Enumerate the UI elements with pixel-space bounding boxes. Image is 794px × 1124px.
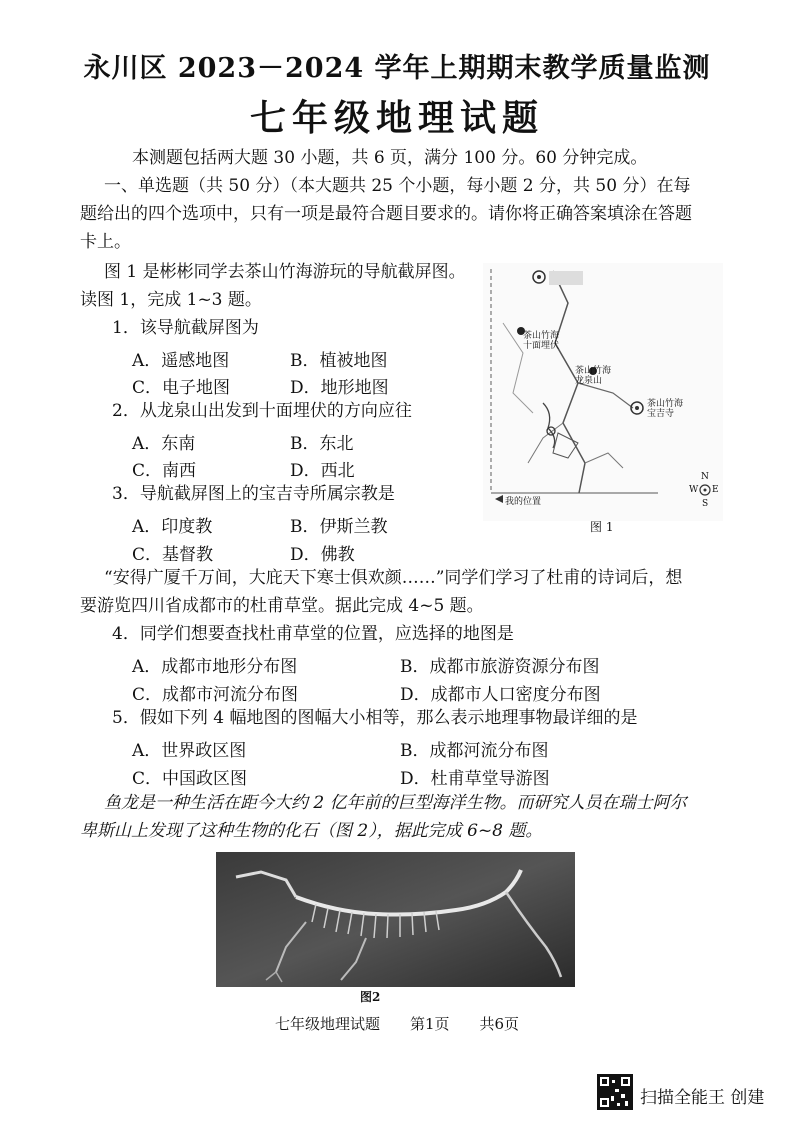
question-5-option-d: D．杜甫草堂导游图: [400, 769, 550, 789]
map-label-longquan: 茶山竹海 龙泉山: [575, 366, 612, 386]
qr-code-icon: [597, 1074, 633, 1110]
question-1-option-b: B．植被地图: [290, 351, 388, 371]
map-graphic: [483, 263, 723, 521]
watermark-text: 扫描全能王 创建: [640, 1088, 765, 1108]
question-2-option-b: B．东北: [290, 434, 354, 454]
figure-2-fossil-photo: [216, 852, 575, 987]
question-3-option-c: C．基督教: [132, 545, 214, 565]
intro-text: 本测题包括两大题 30 小题，共 6 页，满分 100 分。60 分钟完成。: [132, 148, 648, 168]
question-1-option-d: D．地形地图: [290, 378, 389, 398]
stem3-line2: 卑斯山上发现了这种生物的化石（图 2），据此完成 6~8 题。: [80, 821, 543, 841]
stem3-line1: 鱼龙是一种生活在距今大约 2 亿年前的巨型海洋生物。而研究人员在瑞士阿尔: [104, 793, 687, 813]
question-5-option-c: C．中国政区图: [132, 769, 248, 789]
question-4-option-c: C．成都市河流分布图: [132, 685, 299, 705]
question-4-option-a: A．成都市地形分布图: [132, 657, 298, 677]
map-label-shilian: 茶山竹海 十面埋伏: [523, 331, 560, 351]
figure-2-caption: 图2: [360, 990, 381, 1004]
compass-e: E: [712, 485, 719, 495]
question-2-option-c: C．南西: [132, 461, 197, 481]
section1-line2: 题给出的四个选项中，只有一项是最符合题目要求的。请你将正确答案填涂在答题: [80, 204, 692, 224]
compass-s: S: [702, 499, 709, 509]
map-label-baoji: 茶山竹海 宝吉寺: [647, 399, 684, 419]
map-label-start: 我的位置: [505, 497, 542, 507]
stem2-line2: 要游览四川省成都市的杜甫草堂。据此完成 4~5 题。: [80, 596, 484, 616]
question-4-option-b: B．成都市旅游资源分布图: [400, 657, 600, 677]
section1-line1: 一、单选题（共 50 分）（本大题共 25 个小题，每小题 2 分，共 50 分）在每: [104, 176, 691, 196]
question-1-option-c: C．电子地图: [132, 378, 231, 398]
question-3-option-a: A．印度教: [132, 517, 213, 537]
figure-1-caption: 图 1: [590, 520, 614, 534]
question-2-stem: 2．从龙泉山出发到十面埋伏的方向应往: [112, 401, 412, 421]
question-5-stem: 5．假如下列 4 幅地图的图幅大小相等，那么表示地理事物最详细的是: [112, 708, 638, 728]
question-5-option-a: A．世界政区图: [132, 741, 247, 761]
section1-line3: 卡上。: [80, 232, 131, 252]
stem2-line1: “安得广厦千万间，大庇天下寒士俱欢颜……”同学们学习了杜甫的诗词后，想: [104, 568, 683, 588]
question-1-stem: 1．该导航截屏图为: [112, 318, 259, 338]
page-footer: 七年级地理试题 第1页 共6页: [274, 1015, 520, 1033]
question-4-option-d: D．成都市人口密度分布图: [400, 685, 601, 705]
stem1-line1: 图 1 是彬彬同学去茶山竹海游玩的导航截屏图。: [104, 262, 466, 282]
compass-w: W: [689, 485, 699, 495]
question-3-option-d: D．佛教: [290, 545, 355, 565]
question-2-option-d: D．西北: [290, 461, 355, 481]
figure-1-navigation-map: [483, 263, 723, 534]
question-4-stem: 4．同学们想要查找杜甫草堂的位置，应选择的地图是: [112, 624, 514, 644]
fossil-graphic: [216, 852, 575, 987]
exam-header: 永川区 2023－2024 学年上期期末教学质量监测: [83, 53, 711, 84]
compass-n: N: [701, 472, 709, 482]
stem1-line2: 读图 1，完成 1~3 题。: [80, 290, 262, 310]
question-1-option-a: A．遥感地图: [132, 351, 230, 371]
question-2-option-a: A．东南: [132, 434, 196, 454]
question-3-stem: 3．导航截屏图上的宝吉寺所属宗教是: [112, 484, 395, 504]
exam-title: 七年级地理试题: [249, 97, 544, 139]
question-3-option-b: B．伊斯兰教: [290, 517, 388, 537]
question-5-option-b: B．成都河流分布图: [400, 741, 549, 761]
